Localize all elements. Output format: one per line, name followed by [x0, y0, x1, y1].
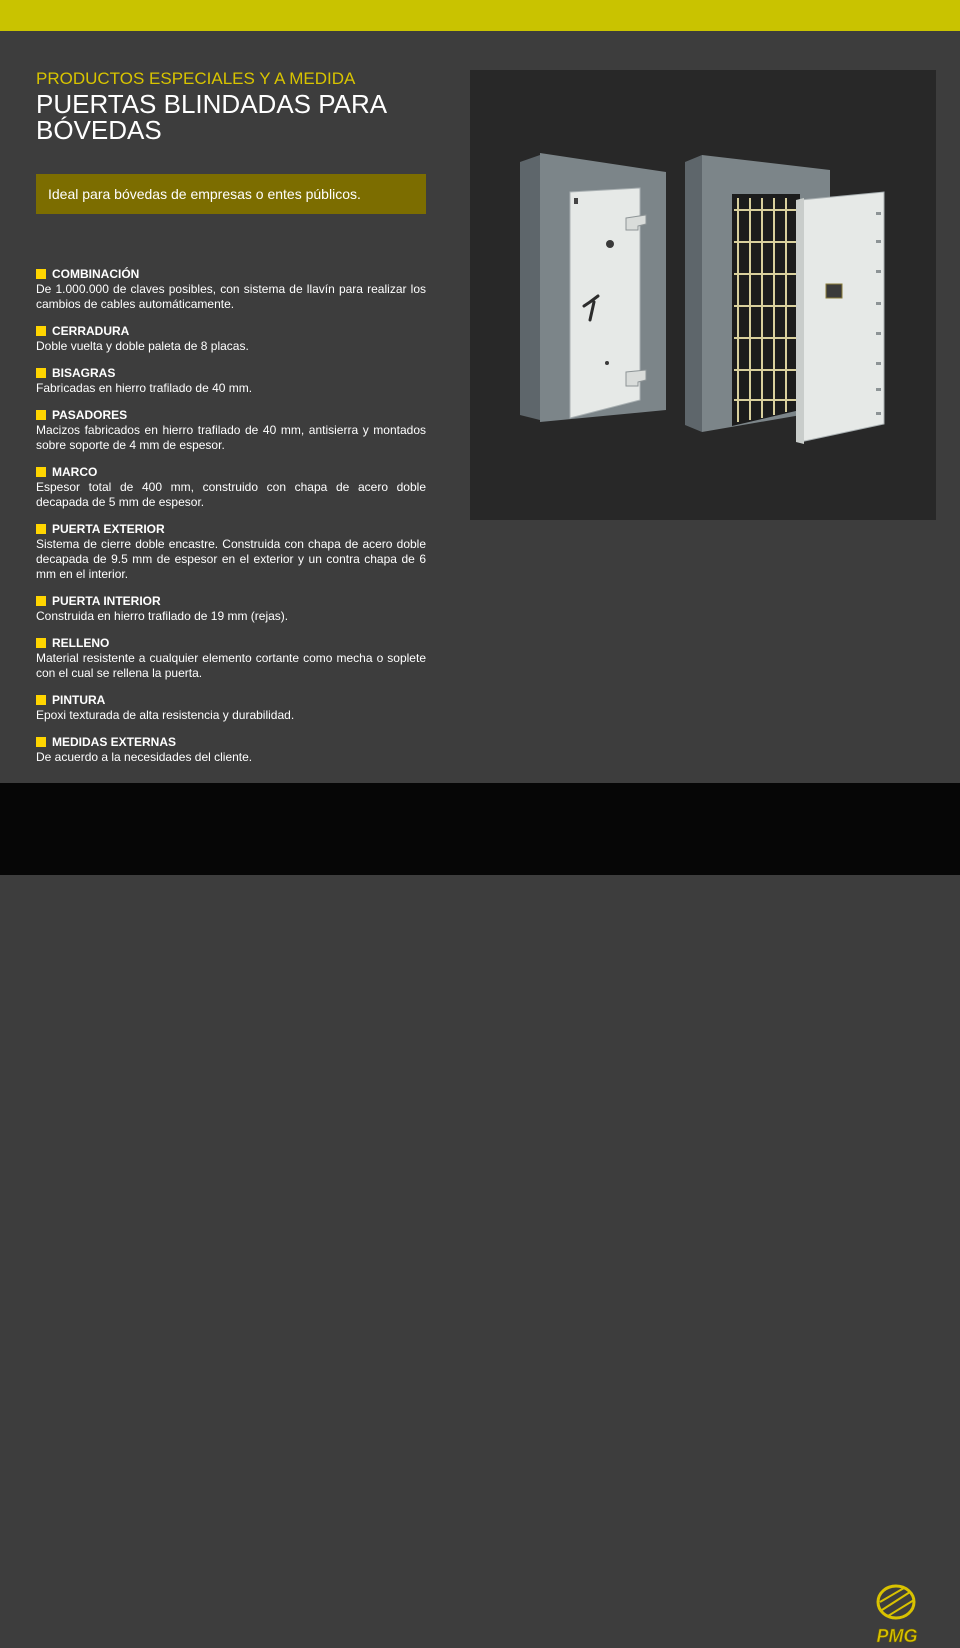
spec-item — [36, 324, 426, 354]
spec-title: COMBINACIÓN — [52, 267, 140, 281]
vault-doors-illustration — [470, 70, 936, 520]
page-subtitle: PRODUCTOS ESPECIALES Y A MEDIDA — [36, 69, 356, 88]
intro-text: Ideal para bóvedas de empresas o entes públicos. — [48, 186, 361, 202]
right-door-edge — [796, 198, 804, 444]
right-door-open-panel — [800, 192, 884, 442]
bullet-square-icon — [36, 410, 46, 420]
spec-item — [36, 465, 426, 510]
right-door-lock-icon — [826, 284, 842, 298]
bullet-square-icon — [36, 368, 46, 378]
bullet-square-icon — [36, 596, 46, 606]
spec-text: Fabricadas en hierro trafilado de 40 mm. — [36, 381, 253, 395]
spec-title: CERRADURA — [52, 324, 130, 338]
spec-item — [36, 693, 426, 723]
spec-text: De acuerdo a la necesidades del cliente. — [36, 750, 253, 764]
left-door-plate — [574, 198, 578, 204]
spec-title: RELLENO — [52, 636, 110, 650]
spec-item — [36, 366, 426, 396]
spec-item — [36, 522, 426, 582]
bullet-square-icon — [36, 326, 46, 336]
spec-item — [36, 267, 426, 312]
pmg-logo — [858, 1578, 936, 1648]
spec-item — [36, 594, 426, 624]
spec-item — [36, 408, 426, 453]
spec-text: Construida en hierro trafilado de 19 mm (rejas). — [36, 609, 289, 623]
spec-title: PASADORES — [52, 408, 128, 422]
bullet-square-icon — [36, 467, 46, 477]
top-accent-bar — [0, 0, 960, 31]
footer — [0, 783, 960, 1646]
spec-title: MARCO — [52, 465, 98, 479]
spec-title: MEDIDAS EXTERNAS — [52, 735, 177, 749]
spec-title: BISAGRAS — [52, 366, 116, 380]
keyhole-icon — [605, 361, 609, 365]
product-photo — [470, 70, 936, 520]
left-frame-side — [520, 155, 540, 420]
spec-list — [36, 267, 426, 777]
spec-text: Macizos fabricados en hierro trafilado de 40 mm, antisierra y montados sobre soporte de 4 mm de espesor. — [36, 423, 426, 452]
bullet-square-icon — [36, 737, 46, 747]
combination-dial-icon — [606, 240, 614, 248]
spec-text: Doble vuelta y doble paleta de 8 placas. — [36, 339, 249, 353]
spec-text: Material resistente a cualquier elemento cortante como mecha o soplete con el cual se rellena la puerta. — [36, 651, 426, 680]
bullet-square-icon — [36, 638, 46, 648]
spec-title: PUERTA INTERIOR — [52, 594, 161, 608]
spec-title: PUERTA EXTERIOR — [52, 522, 165, 536]
spec-text: De 1.000.000 de claves posibles, con sistema de llavín para realizar los cambios de cables automáticamente. — [36, 282, 426, 311]
bullet-square-icon — [36, 695, 46, 705]
logo-text: PMG — [876, 1626, 918, 1646]
bullet-square-icon — [36, 269, 46, 279]
right-frame-side — [685, 155, 702, 432]
page-title: PUERTAS BLINDADAS PARA BÓVEDAS — [36, 89, 386, 145]
spec-text: Espesor total de 400 mm, construido con chapa de acero doble decapada de 5 mm de espesor. — [36, 480, 426, 509]
spec-item — [36, 636, 426, 681]
spec-text: Sistema de cierre doble encastre. Construida con chapa de acero doble decapada de 9.5 mm de espesor en el exterior y un contra chapa de 6 mm en el interior. — [36, 537, 426, 581]
vault-opening — [732, 194, 800, 426]
main-content — [0, 31, 960, 783]
spec-item — [36, 735, 426, 765]
spec-title: PINTURA — [52, 693, 106, 707]
bullet-square-icon — [36, 524, 46, 534]
spec-text: Epoxi texturada de alta resistencia y durabilidad. — [36, 708, 295, 722]
intro-banner — [36, 174, 426, 214]
